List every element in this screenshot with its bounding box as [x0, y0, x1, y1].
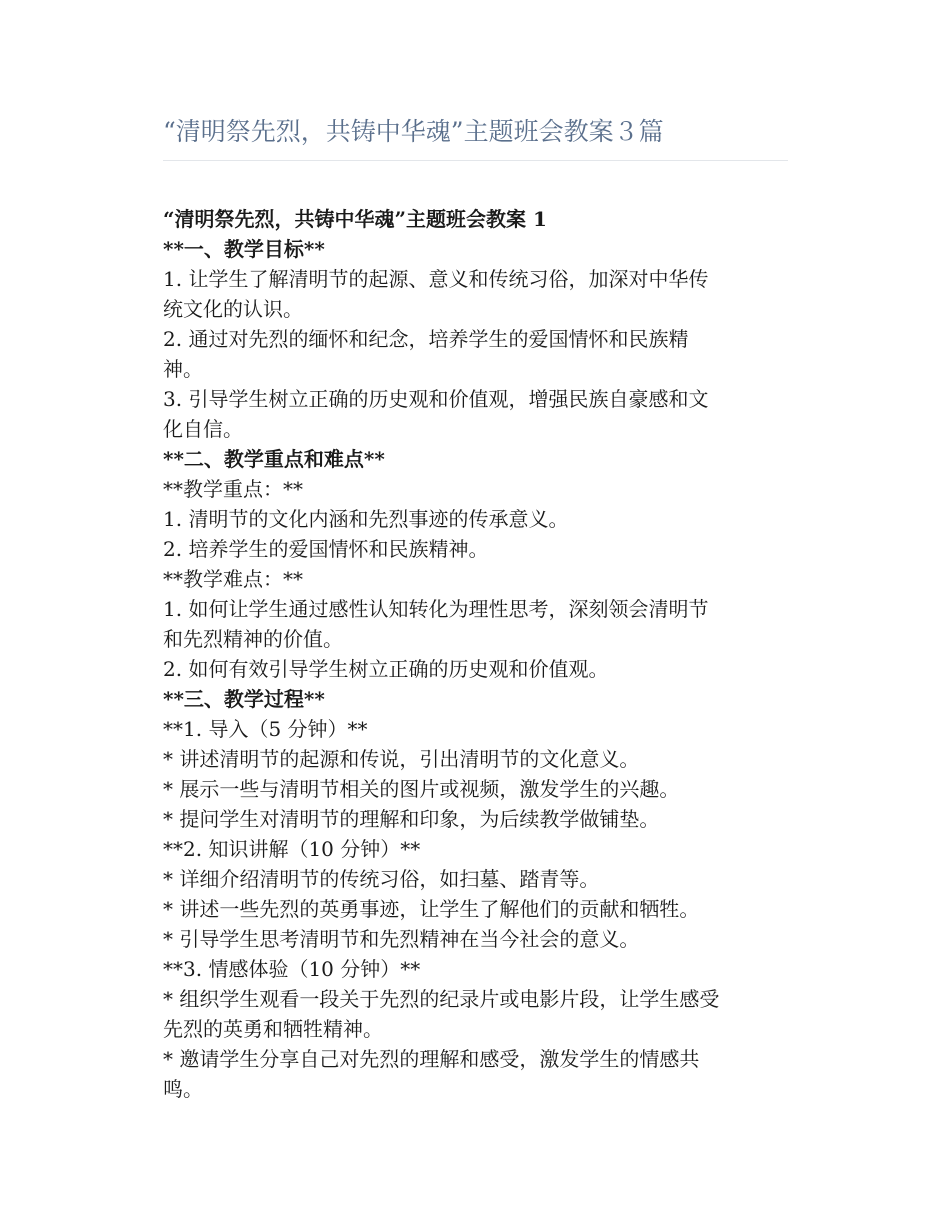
body-line: * 展示一些与清明节相关的图片或视频，激发学生的兴趣。: [163, 777, 680, 801]
body-line: 2. 通过对先烈的缅怀和纪念，培养学生的爱国情怀和民族精: [163, 327, 689, 351]
section-heading: “清明祭先烈，共铸中华魂”主题班会教案 1: [163, 207, 547, 231]
body-line: * 讲述一些先烈的英勇事迹，让学生了解他们的贡献和牺牲。: [163, 897, 700, 921]
body-line: **1. 导入（5 分钟）**: [163, 717, 368, 741]
body-line: 先烈的英勇和牺牲精神。: [163, 1017, 383, 1041]
body-line: 1. 清明节的文化内涵和先烈事迹的传承意义。: [163, 507, 569, 531]
body-line: * 组织学生观看一段关于先烈的纪录片或电影片段，让学生感受: [163, 987, 720, 1011]
body-line: **教学重点：**: [163, 477, 303, 501]
body-line: * 讲述清明节的起源和传说，引出清明节的文化意义。: [163, 747, 640, 771]
body-line: 化自信。: [163, 417, 243, 441]
body-line: * 邀请学生分享自己对先烈的理解和感受，激发学生的情感共: [163, 1047, 700, 1071]
section-heading: **三、教学过程**: [163, 687, 325, 711]
body-line: **3. 情感体验（10 分钟）**: [163, 957, 421, 981]
body-line: 2. 培养学生的爱国情怀和民族精神。: [163, 537, 489, 561]
document-title: “清明祭先烈，共铸中华魂”主题班会教案３篇: [163, 112, 788, 161]
section-heading: **一、教学目标**: [163, 237, 325, 261]
body-line: 1. 让学生了解清明节的起源、意义和传统习俗，加深对中华传: [163, 267, 709, 291]
body-line: 神。: [163, 357, 203, 381]
body-line: * 提问学生对清明节的理解和印象，为后续教学做铺垫。: [163, 807, 660, 831]
section-heading: **二、教学重点和难点**: [163, 447, 385, 471]
document-body: [163, 204, 788, 1104]
body-line: 和先烈精神的价值。: [163, 627, 343, 651]
document-page: [163, 112, 788, 1104]
body-line: **2. 知识讲解（10 分钟）**: [163, 837, 421, 861]
body-line: * 详细介绍清明节的传统习俗，如扫墓、踏青等。: [163, 867, 600, 891]
body-line: **教学难点：**: [163, 567, 303, 591]
body-line: 鸣。: [163, 1077, 203, 1101]
body-line: 2. 如何有效引导学生树立正确的历史观和价值观。: [163, 657, 609, 681]
body-line: 3. 引导学生树立正确的历史观和价值观，增强民族自豪感和文: [163, 387, 709, 411]
body-line: 1. 如何让学生通过感性认知转化为理性思考，深刻领会清明节: [163, 597, 709, 621]
body-line: 统文化的认识。: [163, 297, 303, 321]
body-line: * 引导学生思考清明节和先烈精神在当今社会的意义。: [163, 927, 640, 951]
